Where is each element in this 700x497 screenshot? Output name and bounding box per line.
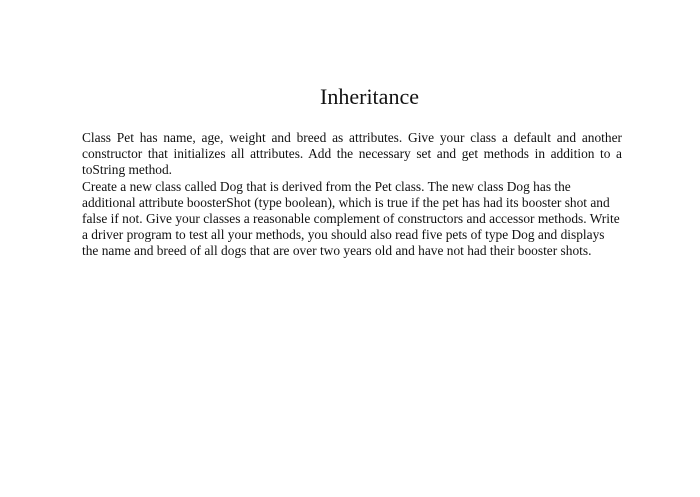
- document-title: Inheritance: [320, 84, 419, 109]
- paragraph-dog-class: Create a new class called Dog that is derived from the Pet class. The new class Dog has the additional attribute boosterShot (type boolean), which is true if the pet has had its booster shot and false if not. Give your classes a reasonable complement of constructors and accessor methods. Write a driver program to test all your methods, you should also read five pets of type Dog and displays the name and breed of all dogs that are over two years old and have not had their booster shots.: [82, 178, 620, 259]
- document-body: [82, 130, 622, 260]
- paragraph-pet-class: Class Pet has name, age, weight and breed as attributes. Give your class a default and another constructor that initializes all attributes. Add the necessary set and get methods in addition to a toString method.: [82, 130, 622, 178]
